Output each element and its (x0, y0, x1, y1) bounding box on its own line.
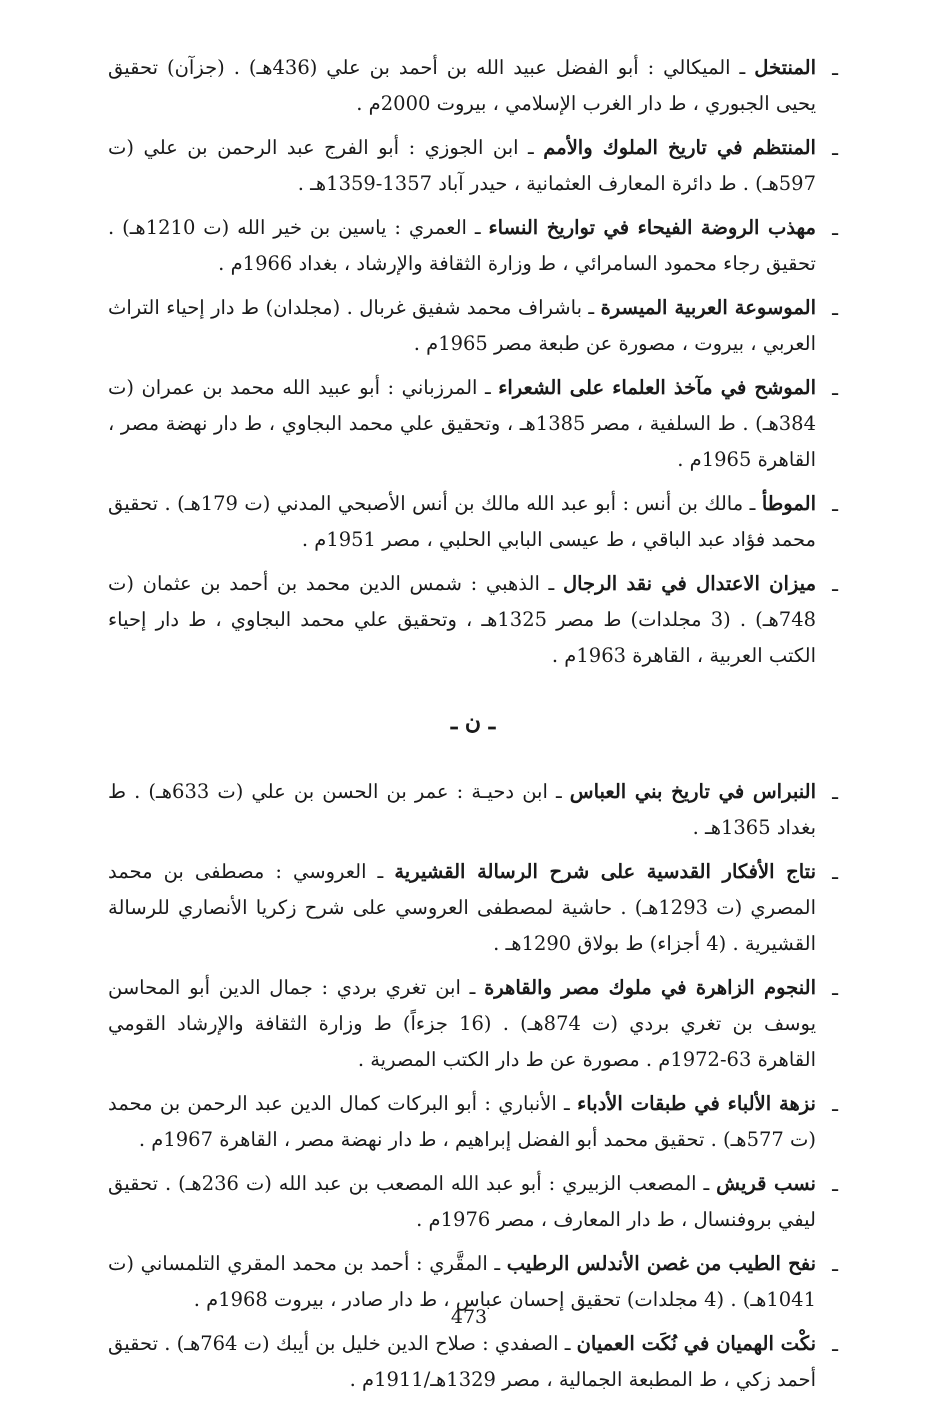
entry-bullet: ـ (832, 216, 838, 240)
bibliography-entry (108, 50, 838, 122)
entry-bullet: ـ (832, 1092, 838, 1116)
bibliography-entry (108, 1326, 838, 1398)
entry-text: ـ الأنباري : أبو البركات كمال الدين عبد الرحمن بن محمد (ت 577هـ) . تحقيق محمد أبو الفضل إبراهيم ، ط دار نهضة مصر ، القاهرة 1967م . (108, 1092, 816, 1151)
entry-bullet: ـ (832, 572, 838, 596)
section-heading: ـ ن ـ (450, 709, 496, 735)
entry-bullet: ـ (832, 136, 838, 160)
entry-body (108, 290, 816, 362)
bibliography-entry (108, 774, 838, 846)
entry-title: الموشح في مآخذ العلماء على الشعراء (498, 376, 816, 399)
entry-title: ميزان الاعتدال في نقد الرجال (562, 572, 817, 595)
bibliography-entry (108, 566, 838, 674)
bibliography-entry (108, 970, 838, 1078)
bibliography-entry (108, 1086, 838, 1158)
entry-text: ـ الميكالي : أبو الفضل عبيد الله بن أحمد بن علي (436هـ) . (جزآن) تحقيق يحيى الجبوري ، ط دار الغرب الإسلامي ، بيروت 2000م . (108, 56, 816, 115)
entries-before-list (108, 50, 838, 674)
bibliography-entry (108, 130, 838, 202)
bibliography-entry (108, 210, 838, 282)
entry-title: الموسوعة العربية الميسرة (600, 296, 817, 319)
entry-body (108, 210, 816, 282)
entry-body (108, 50, 816, 122)
entry-bullet: ـ (832, 780, 838, 804)
entry-bullet: ـ (832, 1172, 838, 1196)
entry-body (108, 1326, 816, 1398)
entry-title: مهذب الروضة الفيحاء في تواريخ النساء (488, 216, 816, 239)
entry-title: المنتظم في تاريخ الملوك والأمم (543, 136, 816, 159)
entry-body (108, 970, 816, 1078)
entry-text: ـ المصعب الزبيري : أبو عبد الله المصعب بن عبد الله (ت 236هـ) . تحقيق ليفي بروفنسال ، ط دار المعارف ، مصر 1976م . (108, 1172, 816, 1231)
entry-text: ـ باشراف محمد شفيق غربال . (مجلدان) ط دار إحياء التراث العربي ، بيروت ، مصورة عن طبعة مصر 1965م . (108, 296, 816, 355)
entry-bullet: ـ (832, 56, 838, 80)
entry-body (108, 1166, 816, 1238)
entry-text: ـ مالك بن أنس : أبو عبد الله مالك بن أنس الأصبحي المدني (ت 179هـ) . تحقيق محمد فؤاد عبد الباقي ، ط عيسى البابي الحلبي ، مصر 1951م . (108, 492, 816, 551)
entry-body (108, 370, 816, 478)
entry-bullet: ـ (832, 976, 838, 1000)
entry-text: ـ العروسي : مصطفى بن محمد المصري (ت 1293هـ) . حاشية لمصطفى العروسي على شرح زكريا الأنصاري للرسالة القشيرية . (4 أجزاء) ط بولاق 1290هـ . (108, 860, 816, 955)
entry-body (108, 1086, 816, 1158)
entry-bullet: ـ (832, 1252, 838, 1276)
entry-title: نسب قريش (716, 1172, 816, 1195)
entry-text: ـ المقَّري : أحمد بن محمد المقري التلمساني (ت 1041هـ) . (4 مجلدات) تحقيق إحسان عباس ، ط دار صادر ، بيروت 1968م . (108, 1252, 816, 1311)
bibliography-entry (108, 486, 838, 558)
entry-text: ـ ابن دحيـة : عمر بن الحسن بن علي (ت 633هـ) . ط بغداد 1365هـ . (108, 780, 816, 839)
entry-body (108, 486, 816, 558)
entry-body (108, 566, 816, 674)
entry-title: نزهة الألباء في طبقات الأدباء (577, 1092, 816, 1115)
entry-body (108, 774, 816, 846)
entry-title: النجوم الزاهرة في ملوك مصر والقاهرة (484, 976, 816, 999)
bibliography-entry (108, 370, 838, 478)
bibliography-entry (108, 1166, 838, 1238)
page-number: 473 (450, 1306, 488, 1328)
entry-bullet: ـ (832, 296, 838, 320)
entry-text: ـ ابن الجوزي : أبو الفرج عبد الرحمن بن علي (ت 597هـ) . ط دائرة المعارف العثمانية ، حيدر آباد 1357-1359هـ . (108, 136, 816, 195)
bibliography-entry (108, 290, 838, 362)
entry-title: المنتخل (754, 56, 816, 79)
entry-text: ـ العمري : ياسين بن خير الله (ت 1210هـ) . تحقيق رجاء محمود السامرائي ، ط وزارة الثقافة والإرشاد ، بغداد 1966م . (108, 216, 816, 275)
entry-bullet: ـ (832, 376, 838, 400)
entry-text: ـ المرزباني : أبو عبيد الله محمد بن عمران (ت 384هـ) . ط السلفية ، مصر 1385هـ ، وتحقيق علي محمد البجاوي ، ط دار نهضة مصر ، القاهرة 1965م . (108, 376, 816, 471)
bibliography-entry (108, 854, 838, 962)
entries-after-list (108, 774, 838, 1398)
entry-text: ـ الصفدي : صلاح الدين خليل بن أيبك (ت 764هـ) . تحقيق أحمد زكي ، ط المطبعة الجمالية ، مصر 1329هـ/1911م . (108, 1332, 816, 1391)
entry-text: ـ الذهبي : شمس الدين محمد بن أحمد بن عثمان (ت 748هـ) . (3 مجلدات) ط مصر 1325هـ ، وتحقيق علي محمد البجاوي ، ط دار إحياء الكتب العربية ، القاهرة 1963م . (108, 572, 817, 667)
entry-title: نفح الطيب من غصن الأندلس الرطيب (506, 1252, 817, 1275)
entry-bullet: ـ (832, 860, 838, 884)
entry-title: الموطأ (761, 492, 816, 515)
entry-title: نكْت الهميان في نُكَت العميان (576, 1332, 816, 1355)
entry-text: ـ ابن تغري بردي : جمال الدين أبو المحاسن يوسف بن تغري بردي (ت 874هـ) . (16 جزءاً) ط وزارة الثقافة والإرشاد القومي القاهرة 63-1972م . مصورة عن ط دار الكتب المصرية . (108, 976, 816, 1071)
entry-body (108, 130, 816, 202)
entry-title: النبراس في تاريخ بني العباس (569, 780, 816, 803)
entry-title: نتاج الأفكار القدسية على شرح الرسالة القشيرية (394, 860, 816, 883)
entry-body (108, 854, 816, 962)
bibliography-page (108, 50, 838, 1406)
entry-bullet: ـ (832, 492, 838, 516)
entry-bullet: ـ (832, 1332, 838, 1356)
